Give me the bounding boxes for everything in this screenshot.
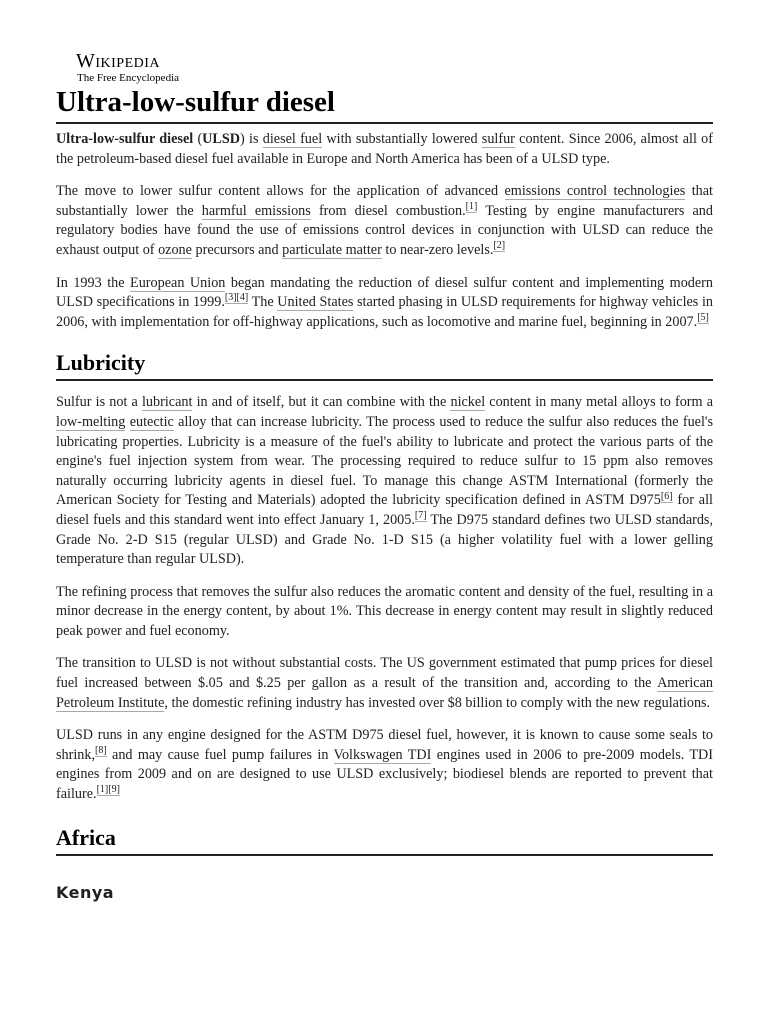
link-european-union[interactable]: European Union — [130, 274, 226, 291]
citation-6[interactable] — [661, 491, 673, 503]
citation-7[interactable] — [415, 510, 427, 522]
text-run: ( — [193, 131, 203, 147]
citation-9[interactable] — [108, 784, 120, 796]
link-sulfur[interactable]: sulfur — [481, 131, 515, 147]
text-run: and may cause fuel pump failures in — [106, 746, 334, 763]
citation-1-repeat[interactable] — [97, 784, 109, 796]
citation-8[interactable] — [95, 745, 107, 757]
citation-label: [6] — [660, 490, 673, 502]
logo-tagline: The Free Encyclopedia — [77, 72, 180, 84]
text-run: The D975 standard defines two ULSD standards, Grade No. 2-D S15 (regular ULSD) and Grade No. 1-D S15 (a higher volatility fuel with a lower gelling temperature than regular ULSD). — [56, 511, 713, 568]
citation-label: [8] — [95, 745, 107, 757]
text-run: precursors and — [191, 241, 283, 258]
intro-paragraph-3 — [56, 274, 713, 333]
article-title: Ultra-low-sulfur diesel — [56, 84, 713, 124]
link-american-petroleum-institute[interactable]: American Petroleum Institute — [56, 675, 713, 711]
citation-2[interactable] — [493, 240, 505, 252]
lubricity-paragraph-3 — [56, 654, 713, 713]
text-run: with substantially lowered — [322, 131, 482, 147]
citation-label: [1] — [96, 784, 109, 796]
link-volkswagen-tdi[interactable]: Volkswagen TDI — [333, 746, 432, 763]
lubricity-paragraph-2: The refining process that removes the sulfur also reduces the aromatic content and density of the fuel, resulting in a minor decrease in the energy content, by about 1%. This decrease in energy content may result in slightly reduced peak power and fuel economy. — [56, 583, 713, 639]
text-run: The transition to ULSD is not without substantial costs. The US government estimated that pump prices for diesel fuel increased between $.05 and $.25 per gallon as a result of the transition and, according to the — [56, 655, 713, 692]
text-run: In 1993 the — [56, 274, 131, 291]
lubricity-paragraph-1 — [56, 393, 713, 569]
text-run: that substantially lower the — [56, 183, 713, 219]
link-diesel-fuel[interactable]: diesel fuel — [262, 131, 323, 147]
text-run: in and of itself, but it can combine with the — [192, 394, 451, 411]
text-run: engines used in 2006 to pre-2009 models. TDI engines from 2009 and on are designed to use ULSD exclusively; biodiesel blends are reported to prevent that failure. — [56, 746, 713, 803]
text-run: to near-zero levels. — [381, 241, 494, 258]
text-run: content in many metal alloys to form a — [485, 394, 713, 411]
text-run: Testing by engine manufacturers and regulatory bodies have found the use of emissions control devices in conjunction with ULSD can reduce the exhaust output of — [56, 202, 713, 258]
logo-wordmark: Wikipedia — [76, 50, 161, 72]
link-harmful-emissions[interactable]: harmful emissions — [201, 202, 311, 219]
intro-paragraph-2 — [56, 182, 713, 260]
link-low-melting[interactable]: low-melting — [56, 413, 126, 430]
section-heading-lubricity: Lubricity — [56, 349, 713, 381]
bold-term-ulsd: ULSD — [202, 131, 241, 147]
text-run: The move to lower sulfur content allows for the application of advanced — [56, 183, 505, 200]
subsection-heading-kenya: Kenya — [56, 882, 115, 902]
section-heading-africa: Africa — [56, 824, 713, 856]
text-run: ) is — [240, 131, 263, 147]
link-emissions-control-technologies[interactable]: emissions control technologies — [504, 183, 686, 200]
link-united-states[interactable]: United States — [277, 294, 354, 311]
citation-1[interactable] — [466, 201, 478, 213]
text-run: started phasing in ULSD requirements for highway vehicles in 2006, with implementation for off-highway applications, such as locomotive and marine fuel, beginning in 2007. — [56, 294, 713, 330]
bold-term-ulsd-full: Ultra-low-sulfur diesel — [56, 131, 194, 147]
text-run: for all diesel fuels and this standard went into effect January 1, 2005. — [56, 492, 713, 528]
text-run: began mandating the reduction of diesel sulfur content and implementing modern ULSD specifications in 1999. — [56, 274, 713, 311]
text-run: , the domestic refining industry has invested over $8 billion to comply with the new regulations. — [164, 694, 711, 711]
link-lubricant[interactable]: lubricant — [141, 394, 193, 411]
text-run: from diesel combustion. — [310, 202, 466, 219]
text-run: alloy that can increase lubricity. The process used to reduce the sulfur also reduces the fuel's lubricating properties. Lubricity is a measure of the fuel's ability to lubricate and protect the various parts of the engine's fuel injection system from wear. The processing required to reduce sulfur to 15 ppm also removes naturally occurring lubricity agents in diesel fuel. To manage this change ASTM International (formerly the American Society for Testing and Materials) adopted the lubricity specification defined in ASTM D975 — [56, 413, 713, 509]
lubricity-paragraph-4 — [56, 726, 713, 804]
link-ozone[interactable]: ozone — [158, 241, 192, 258]
citation-label: [3] — [224, 292, 237, 304]
text-run: The — [248, 294, 278, 311]
citation-3[interactable] — [225, 292, 237, 304]
citation-4[interactable] — [237, 292, 249, 304]
citation-label: [5] — [697, 312, 709, 324]
citation-label: [4] — [236, 292, 249, 304]
citation-label: [7] — [414, 510, 427, 522]
link-eutectic[interactable]: eutectic — [129, 413, 174, 430]
article-content — [56, 130, 713, 904]
link-particulate-matter[interactable]: particulate matter — [282, 241, 382, 258]
link-nickel[interactable]: nickel — [450, 394, 486, 411]
text-run: Sulfur is not a — [56, 394, 142, 411]
text-run: content. Since 2006, almost all of the petroleum-based diesel fuel available in Europe and North America has been of a ULSD type. — [56, 131, 714, 167]
intro-paragraph-1 — [56, 130, 713, 169]
citation-label: [1] — [465, 201, 478, 213]
citation-5[interactable] — [697, 312, 709, 324]
citation-label: [2] — [493, 240, 506, 252]
citation-label: [9] — [108, 784, 120, 796]
wikipedia-logo[interactable] — [76, 50, 226, 84]
text-run: ULSD runs in any engine designed for the ASTM D975 diesel fuel, however, it is known to cause some seals to shrink, — [56, 727, 713, 763]
